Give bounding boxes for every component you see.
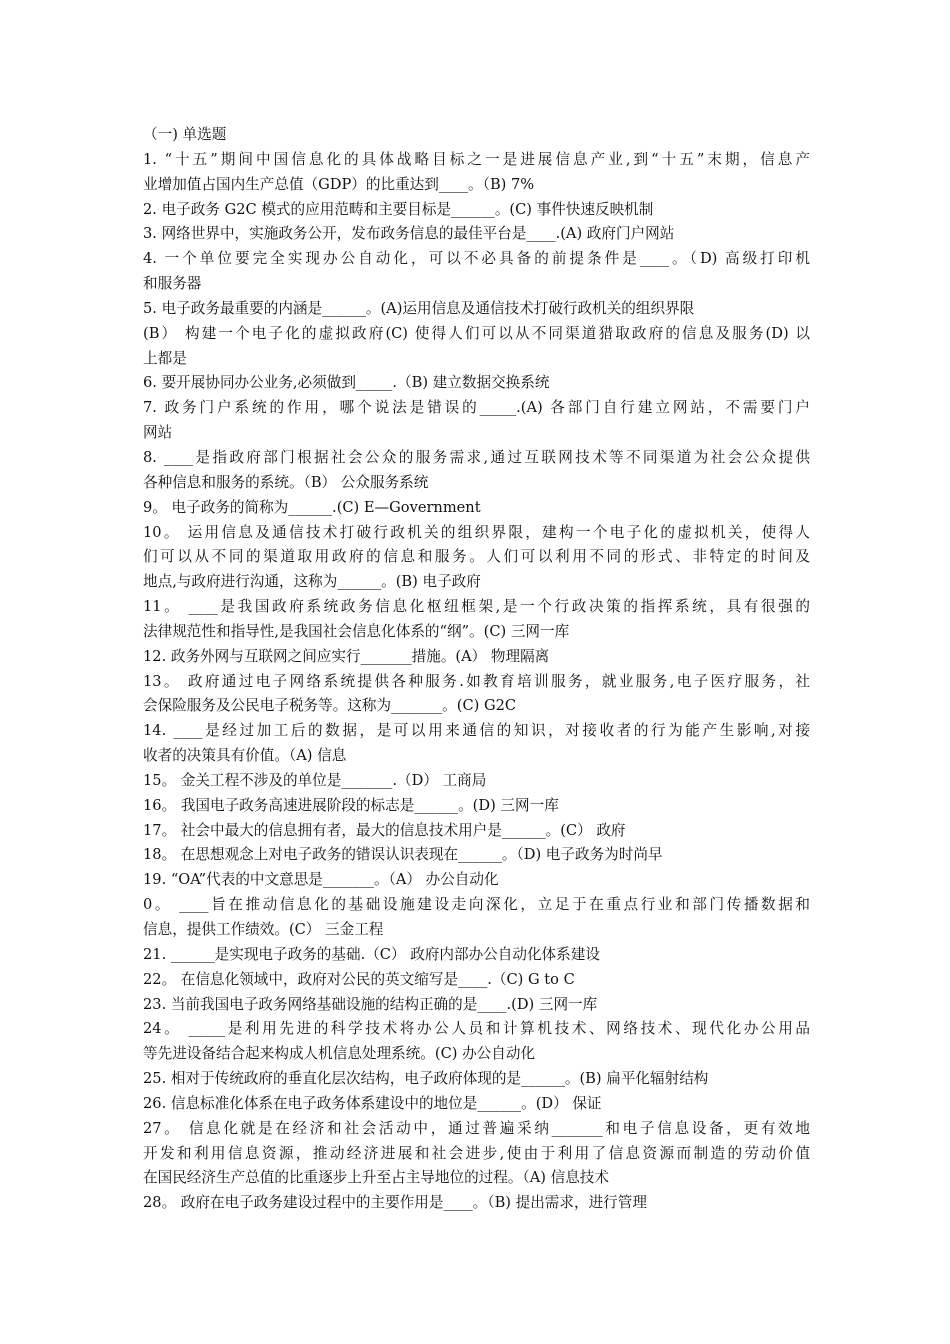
text-line: 4. 一个单位要完全实现办公自动化，可以不必具备的前提条件是____。（D) 高级打印机 xyxy=(143,250,810,268)
text-line: 在国民经济生产总值的比重逐步上升至占主导地位的过程。（A) 信息技术 xyxy=(143,1169,609,1187)
text-line: 上都是 xyxy=(143,349,187,367)
text-line: 12. 政务外网与互联网之间应实行_______措施。(A） 物理隔离 xyxy=(143,647,550,665)
text-line: 9。 电子政务的简称为______.(C) E—Government xyxy=(143,498,481,516)
text-line: 7. 政务门户系统的作用，哪个说法是错误的_____.(A) 各部门自行建立网站，不需要门户 xyxy=(143,399,810,417)
text-line: 网站 xyxy=(143,424,173,442)
section-heading: （一) 单选题 xyxy=(143,126,227,143)
text-line: 0。 ____旨在推动信息化的基础设施建设走向深化，立足于在重点行业和部门传播数据和 xyxy=(143,896,810,914)
text-line: 等先进设备结合起来构成人机信息处理系统。(C) 办公自动化 xyxy=(143,1045,536,1063)
text-line: 地点,与政府进行沟通，这称为______。(B) 电子政府 xyxy=(143,573,481,591)
text-line: 2. 电子政务 G2C 模式的应用范畴和主要目标是______。(C) 事件快速反映机制 xyxy=(143,200,654,218)
text-line: 各种信息和服务的系统。（B） 公众服务系统 xyxy=(143,473,429,491)
text-line: 收者的决策具有价值。（A) 信息 xyxy=(143,747,347,765)
question-list xyxy=(143,123,810,1216)
text-line: 18。 在思想观念上对电子政务的错误认识表现在______。（D) 电子政务为时尚早 xyxy=(143,846,663,864)
text-line: 24。 _____是利用先进的科学技术将办公人员和计算机技术、网络技术、现代化办公用品 xyxy=(143,1020,810,1038)
text-line: 业增加值占国内生产总值（GDP）的比重达到____。（B) 7% xyxy=(143,175,535,193)
text-line: 19. “OA”代表的中文意思是_______。（A） 办公自动化 xyxy=(143,871,499,889)
text-line: 14. ____是经过加工后的数据，是可以用来通信的知识，对接收者的行为能产生影响,对接 xyxy=(143,722,810,740)
text-line: 6. 要开展协同办公业务,必须做到_____.（B) 建立数据交换系统 xyxy=(143,374,550,392)
text-line: 11。 ____是我国政府系统政务信息化枢纽框架,是一个行政决策的指挥系统，具有很强的 xyxy=(143,598,810,616)
text-line: 会保险服务及公民电子税务等。这称为_______。(C) G2C xyxy=(143,697,517,715)
text-line: 1. “十五”期间中国信息化的具体战略目标之一是进展信息产业,到“十五”末期，信息产 xyxy=(143,150,810,168)
text-line: 8. ____是指政府部门根据社会公众的服务需求,通过互联网技术等不同渠道为社会公众提供 xyxy=(143,448,810,466)
text-line: 们可以从不同的渠道取用政府的信息和服务。人们可以利用不同的形式、非特定的时间及 xyxy=(143,548,810,566)
text-line: 10。 运用信息及通信技术打破行政机关的组织界限，建构一个电子化的虚拟机关，使得人 xyxy=(143,523,810,541)
text-line: 开发和利用信息资源，推动经济进展和社会进步,使由于利用了信息资源而制造的劳动价值 xyxy=(143,1144,810,1162)
text-line: 26. 信息标准化体系在电子政务体系建设中的地位是______。(D） 保证 xyxy=(143,1094,602,1112)
text-line: 25. 相对于传统政府的垂直化层次结构，电子政府体现的是______。(B) 扁平化辐射结构 xyxy=(143,1070,709,1088)
text-line: 16。 我国电子政务高速进展阶段的标志是______。(D) 三网一库 xyxy=(143,796,559,814)
text-line: 23. 当前我国电子政务网络基础设施的结构正确的是____.(D) 三网一库 xyxy=(143,995,598,1013)
text-line: 13。 政府通过电子网络系统提供各种服务.如教育培训服务，就业服务,电子医疗服务，社 xyxy=(143,672,810,690)
text-line: 3. 网络世界中，实施政务公开，发布政务信息的最佳平台是____.(A) 政府门户网站 xyxy=(143,225,675,243)
text-line: 21. ______是实现电子政务的基础.（C） 政府内部办公自动化体系建设 xyxy=(143,945,600,963)
text-line: 15。 金关工程不涉及的单位是_______.（D） 工商局 xyxy=(143,771,487,789)
text-line: 法律规范性和指导性,是我国社会信息化体系的“纲”。(C) 三网一库 xyxy=(143,622,570,640)
text-line: 和服务器 xyxy=(143,275,202,293)
text-line: 27。 信息化就是在经济和社会活动中，通过普遍采纳_______和电子信息设备，更有效地 xyxy=(143,1119,810,1137)
text-line: 17。 社会中最大的信息拥有者，最大的信息技术用户是______。(C） 政府 xyxy=(143,821,626,839)
text-line: 5. 电子政务最重要的内涵是______。(A)运用信息及通信技术打破行政机关的组织界限 xyxy=(143,299,695,317)
text-line: 信息，提供工作绩效。(C） 三金工程 xyxy=(143,921,384,938)
text-line: 28。 政府在电子政务建设过程中的主要作用是____。（B) 提出需求，进行管理 xyxy=(143,1194,647,1212)
text-line: 22。 在信息化领域中，政府对公民的英文缩写是____.（C) G to C xyxy=(143,970,575,988)
text-line: (B） 构建一个电子化的虚拟政府(C) 使得人们可以从不同渠道猎取政府的信息及服务(D) 以 xyxy=(143,324,810,342)
